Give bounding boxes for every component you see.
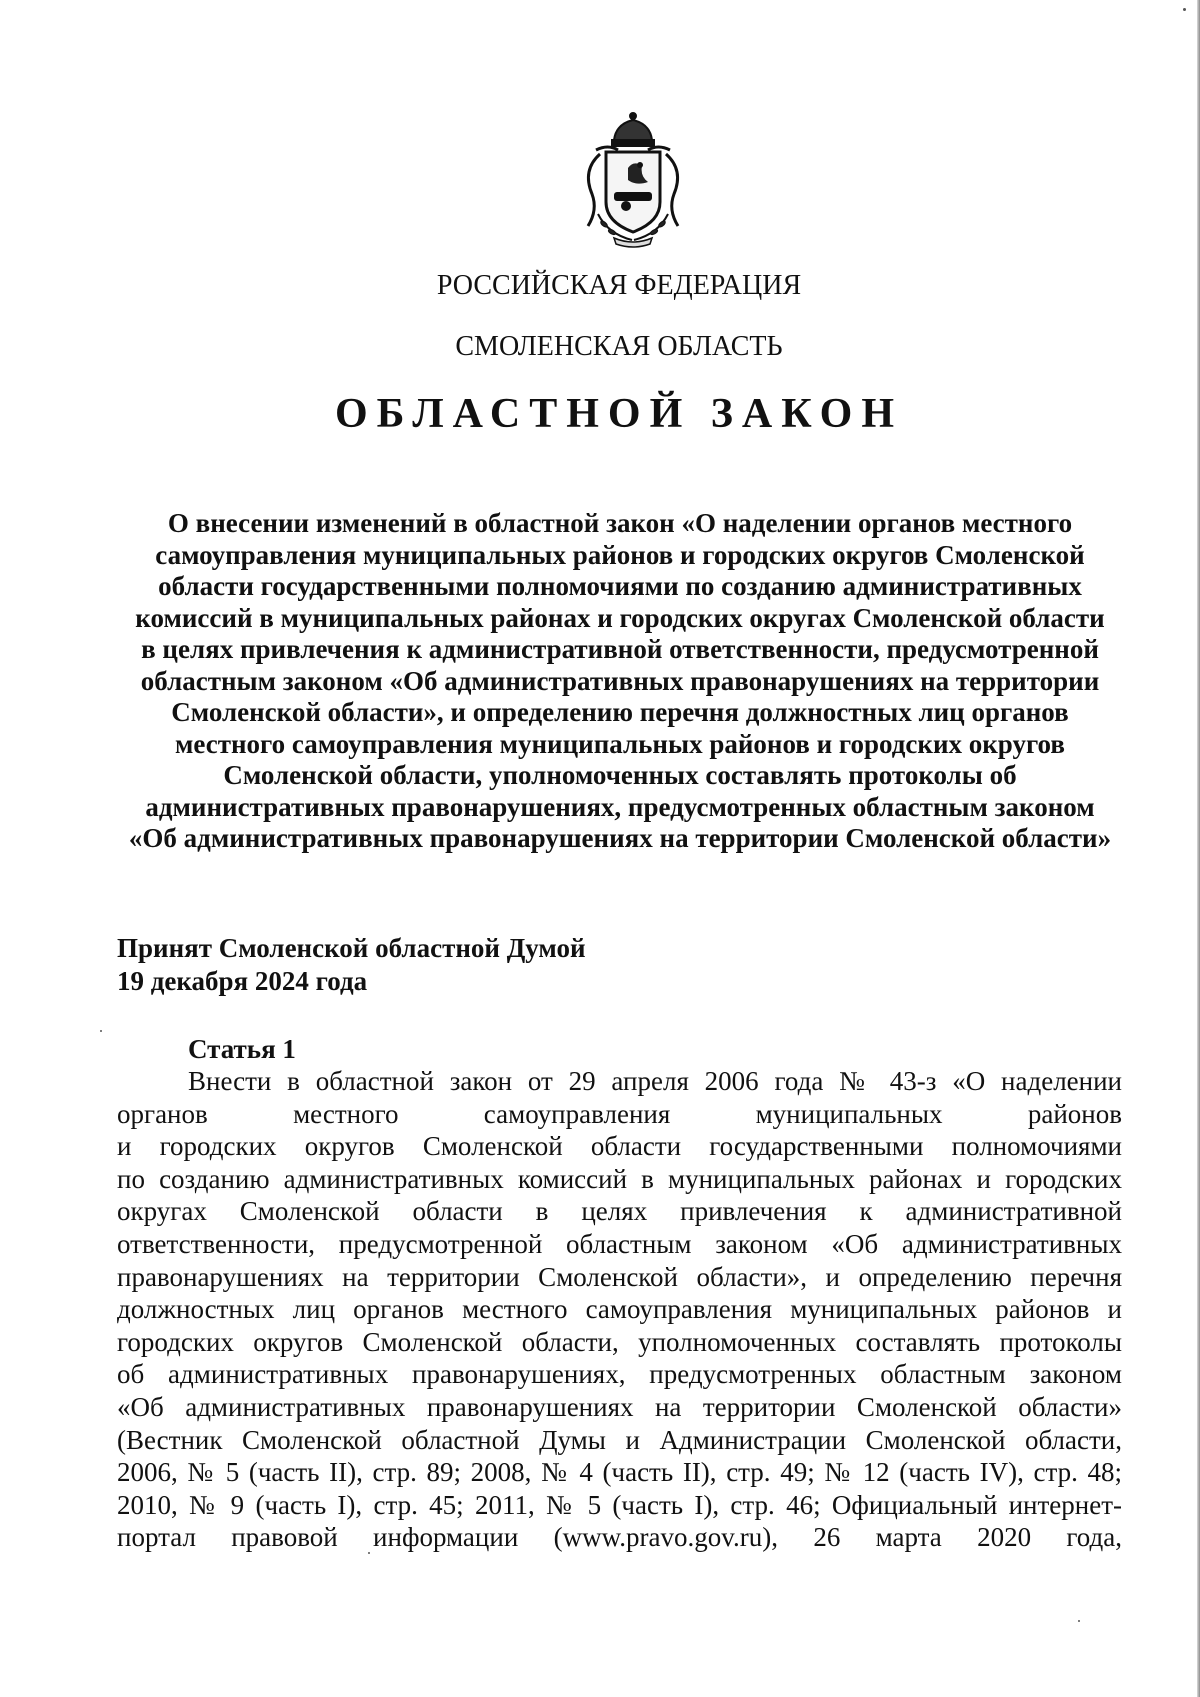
- country-name: РОССИЙСКАЯ ФЕДЕРАЦИЯ: [436, 270, 802, 301]
- title-line: в целях привлечения к административной ответственности, предусмотренной: [141, 634, 1099, 664]
- scan-speck: [1183, 8, 1186, 11]
- adoption-body: Принят Смоленской областной Думой: [117, 933, 586, 963]
- smolensk-coat-of-arms-icon: [578, 110, 688, 250]
- title-line: самоуправления муниципальных районов и городских округов Смоленской: [155, 539, 1085, 570]
- adoption-info: [117, 932, 586, 998]
- title-line: областным законом «Об административных правонарушениях на территории: [140, 665, 1100, 696]
- article-line: городских округов Смоленской области, уполномоченных составлять протоколы: [117, 1326, 1122, 1357]
- law-title: [110, 508, 1130, 855]
- title-line: комиссий в муниципальных районах и городских округах Смоленской области: [135, 602, 1105, 633]
- article-line: и городских округов Смоленской области государственными полномочиями: [117, 1131, 1122, 1162]
- title-line: области государственными полномочиями по созданию административных: [158, 571, 1082, 601]
- article-line: правонарушениях на территории Смоленской области», и определению перечня: [117, 1261, 1122, 1292]
- title-line: административных правонарушениях, предусмотренных областным законом: [145, 791, 1095, 822]
- article-line: должностных лиц органов местного самоуправления муниципальных районов и: [117, 1294, 1122, 1325]
- title-line: Смоленской области, уполномоченных составлять протоколы об: [223, 760, 1017, 790]
- article-line: органов местного самоуправления муниципальных районов: [117, 1098, 1122, 1129]
- article-line: Внести в областной закон от 29 апреля 2006 года № 43-з «О наделении: [188, 1066, 1122, 1096]
- adoption-date: 19 декабря 2024 года: [117, 966, 368, 996]
- title-line: О внесении изменений в областной закон «О наделении органов местного: [167, 508, 1073, 538]
- article-line: об административных правонарушениях, предусмотренных областным законом: [117, 1359, 1122, 1390]
- article-line: портал правовой информации (www.pravo.gov.ru), 26 марта 2020 года,: [117, 1522, 1122, 1553]
- article-heading: Статья 1: [188, 1034, 296, 1064]
- article-line: ответственности, предусмотренной областным законом «Об административных: [117, 1228, 1122, 1259]
- article-line: округах Смоленской области в целях привлечения к административной: [117, 1196, 1122, 1227]
- document-type: ОБЛАСТНОЙ ЗАКОН: [334, 391, 904, 437]
- scan-speck: [100, 1030, 102, 1032]
- title-line: «Об административных правонарушениях на территории Смоленской области»: [128, 823, 1112, 853]
- article-body: [117, 1065, 1122, 1554]
- title-line: Смоленской области», и определению перечня должностных лиц органов: [171, 697, 1069, 727]
- article-line: «Об административных правонарушениях на территории Смоленской области»: [117, 1391, 1122, 1422]
- title-line: местного самоуправления муниципальных районов и городских округов: [175, 728, 1065, 759]
- article-line: (Вестник Смоленской областной Думы и Администрации Смоленской области,: [117, 1424, 1122, 1455]
- scan-speck: [1078, 1620, 1080, 1622]
- article-line: по созданию административных комиссий в муниципальных районах и городских: [117, 1163, 1122, 1194]
- article-line: 2010, № 9 (часть I), стр. 45; 2011, № 5 (часть I), стр. 46; Официальный интернет-: [117, 1489, 1122, 1520]
- article-line: 2006, № 5 (часть II), стр. 89; 2008, № 4 (часть II), стр. 49; № 12 (часть IV), стр. 48;: [117, 1457, 1122, 1488]
- region-name: СМОЛЕНСКАЯ ОБЛАСТЬ: [455, 331, 783, 362]
